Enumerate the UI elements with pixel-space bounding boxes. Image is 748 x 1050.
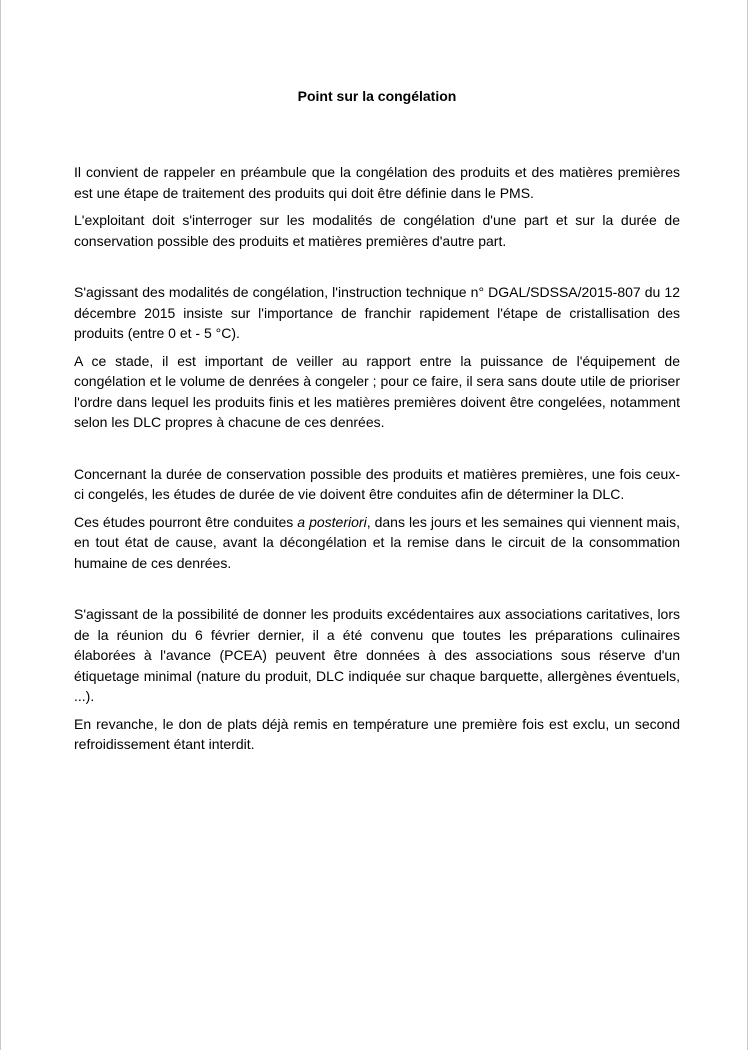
paragraph: En revanche, le don de plats déjà remis en température une première fois est exclu, un second refroidissement étant interdit.: [74, 715, 680, 752]
paragraph: Il convient de rappeler en préambule que la congélation des produits et des matières premières est une étape de traitement des produits qui doit être définie dans le PMS.: [74, 164, 680, 201]
paragraph: [74, 512, 680, 574]
paragraph: L'exploitant doit s'interroger sur les modalités de congélation d'une part et sur la durée de conservation possible des produits et matières premières d'autre part.: [74, 212, 680, 249]
section-preamble: [74, 162, 680, 251]
document-title: Point sur la congélation: [297, 88, 457, 104]
italic-term: a posteriori: [297, 513, 367, 530]
paragraph-text: , dans les jours et les semaines qui viennent mais, en tout état de cause, avant la décongélation et la remise dans le circuit de la consommation humaine de ces denrées.: [74, 513, 680, 571]
section-shelf-life: [74, 464, 680, 574]
paragraph-text: Ces études pourront être conduites: [74, 513, 298, 530]
paragraph: S'agissant de la possibilité de donner les produits excédentaires aux associations caritatives, lors de la réunion du 6 février dernier, il a été convenu que toutes les préparations culinaires élaborées à l'avance (PCEA) peuvent être données à des associations sous réserve d'un étiquetage minimal (nature du produit, DLC indiquée sur chaque barquette, allergènes éventuels, ...).: [74, 606, 680, 704]
section-freezing-methods: [74, 282, 680, 433]
document-body: [74, 86, 680, 755]
paragraph: S'agissant des modalités de congélation, l'instruction technique n° DGAL/SDSSA/2015-807 du 12 décembre 2015 insiste sur l'importance de franchir rapidement l'étape de cristallisation des produits (entre 0 et - 5 °C).: [74, 284, 680, 341]
section-donations: [74, 604, 680, 755]
paragraph: Concernant la durée de conservation possible des produits et matières premières, une fois ceux-ci congelés, les études de durée de vie doivent être conduites afin de déterminer la DLC.: [74, 465, 680, 502]
paragraph: A ce stade, il est important de veiller au rapport entre la puissance de l'équipement de congélation et le volume de denrées à congeler ; pour ce faire, il sera sans doute utile de prioriser l'ordre dans lequel les produits finis et les matières premières doivent être congelées, notamment selon les DLC propres à chacune de ces denrées.: [74, 352, 680, 430]
